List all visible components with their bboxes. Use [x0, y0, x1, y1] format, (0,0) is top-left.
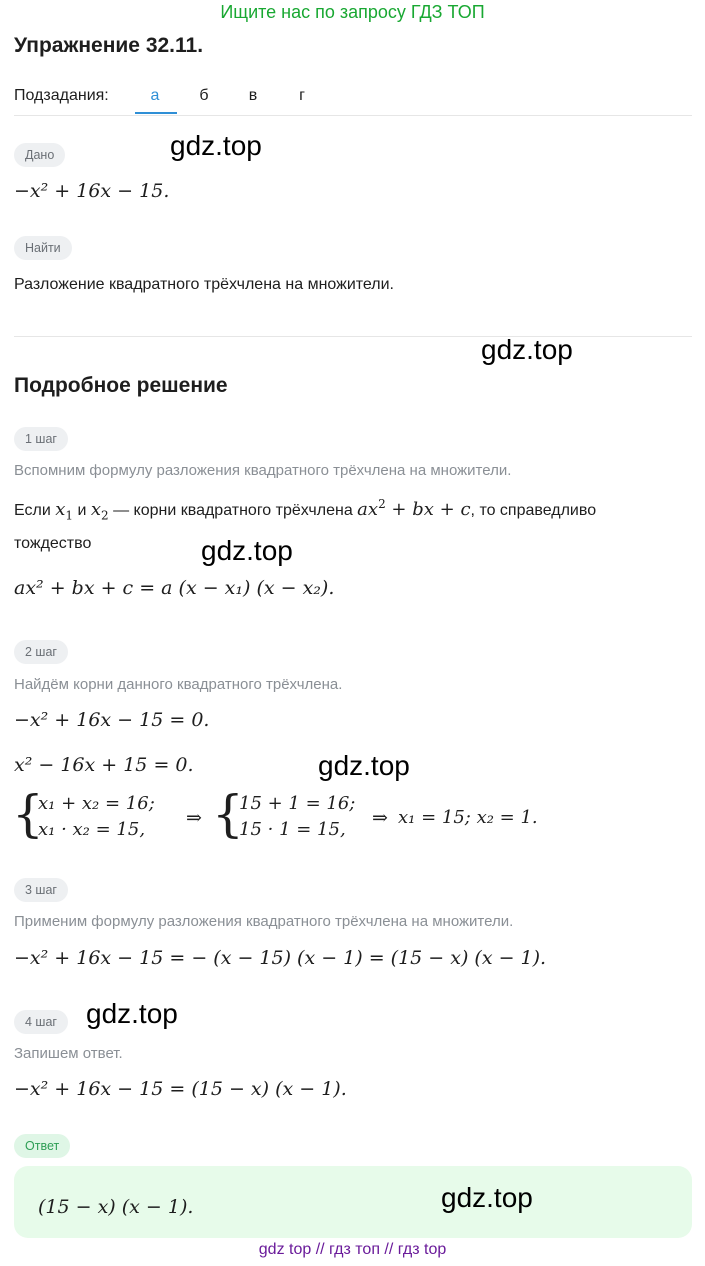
step-1-hint: Вспомним формулу разложения квадратного трёхчлена на множители. — [14, 462, 512, 479]
step-1-badge: 1 шаг — [14, 427, 68, 451]
tab-b[interactable]: б — [199, 87, 209, 104]
given-badge: Дано — [14, 143, 65, 167]
subtasks-label: Подзадания: — [14, 87, 109, 104]
implies-arrow-2: ⇒ — [372, 807, 388, 829]
system-2-line-2: 15 · 1 = 15, — [239, 819, 346, 840]
tabs-divider — [14, 115, 692, 116]
trinomial-symbol: $ax^2$ + bx + c — [357, 497, 471, 520]
watermark: gdz.top — [318, 750, 410, 781]
system-2-line-1: 15 + 1 = 16; — [239, 793, 356, 814]
step-4-formula: −x² + 16x − 15 = (15 − x) (x − 1). — [14, 1078, 347, 1100]
page-title: Упражнение 32.11. — [14, 34, 204, 57]
step-1-text-dash: — корни квадратного трёхчлена — [113, 502, 353, 519]
step-3-badge: 3 шаг — [14, 878, 68, 902]
section-divider — [14, 336, 692, 337]
answer-badge: Ответ — [14, 1134, 70, 1158]
watermark: gdz.top — [481, 334, 573, 365]
system-brace-1: { — [12, 785, 44, 843]
step-1-text-then: , то справедливо — [470, 502, 597, 519]
watermark: gdz.top — [86, 998, 178, 1029]
step-2-equation-2: x² − 16x + 15 = 0. — [14, 754, 194, 776]
watermark: gdz.top — [170, 130, 262, 161]
system-1-line-1: x₁ + x₂ = 16; — [38, 793, 155, 814]
find-badge: Найти — [14, 236, 72, 260]
step-1-text-and: и — [77, 502, 87, 519]
step-3-formula: −x² + 16x − 15 = − (x − 15) (x − 1) = (15 − x) (x − 1). — [14, 947, 547, 969]
step-3-hint: Применим формулу разложения квадратного трёхчлена на множители. — [14, 913, 514, 930]
system-1-line-2: x₁ · x₂ = 15, — [38, 819, 146, 840]
system-brace-2: { — [212, 785, 244, 843]
x1-symbol: $x_1$ — [55, 499, 74, 523]
step-2-equation-1: −x² + 16x − 15 = 0. — [14, 709, 210, 731]
footer-links[interactable]: gdz top // гдз топ // гдз top — [258, 1241, 447, 1258]
step-1-text — [14, 497, 596, 523]
x2-symbol: $x_2$ — [90, 499, 109, 523]
find-text: Разложение квадратного трёхчлена на множители. — [14, 276, 394, 293]
given-expression: −x² + 16x − 15. — [14, 180, 170, 202]
tab-v[interactable]: в — [248, 87, 258, 104]
tab-a[interactable]: а — [150, 87, 160, 104]
answer-expression: (15 − x) (x − 1). — [38, 1196, 194, 1218]
tab-g[interactable]: г — [299, 87, 305, 104]
step-2-hint: Найдём корни данного квадратного трёхчлена. — [14, 676, 343, 693]
step-4-hint: Запишем ответ. — [14, 1045, 123, 1062]
top-banner: Ищите нас по запросу ГДЗ ТОП — [220, 2, 485, 22]
solution-title: Подробное решение — [14, 374, 228, 397]
step-1-text-line2: тождество — [14, 535, 92, 552]
step-1-formula: ax² + bx + c = a (x − x₁) (x − x₂). — [14, 577, 335, 599]
step-2-roots: x₁ = 15; x₂ = 1. — [398, 807, 538, 828]
step-4-badge: 4 шаг — [14, 1010, 68, 1034]
active-tab-indicator — [135, 112, 177, 114]
step-2-badge: 2 шаг — [14, 640, 68, 664]
step-1-text-if: Если — [14, 502, 51, 519]
watermark: gdz.top — [441, 1182, 533, 1213]
watermark: gdz.top — [201, 535, 293, 566]
implies-arrow-1: ⇒ — [186, 807, 202, 829]
